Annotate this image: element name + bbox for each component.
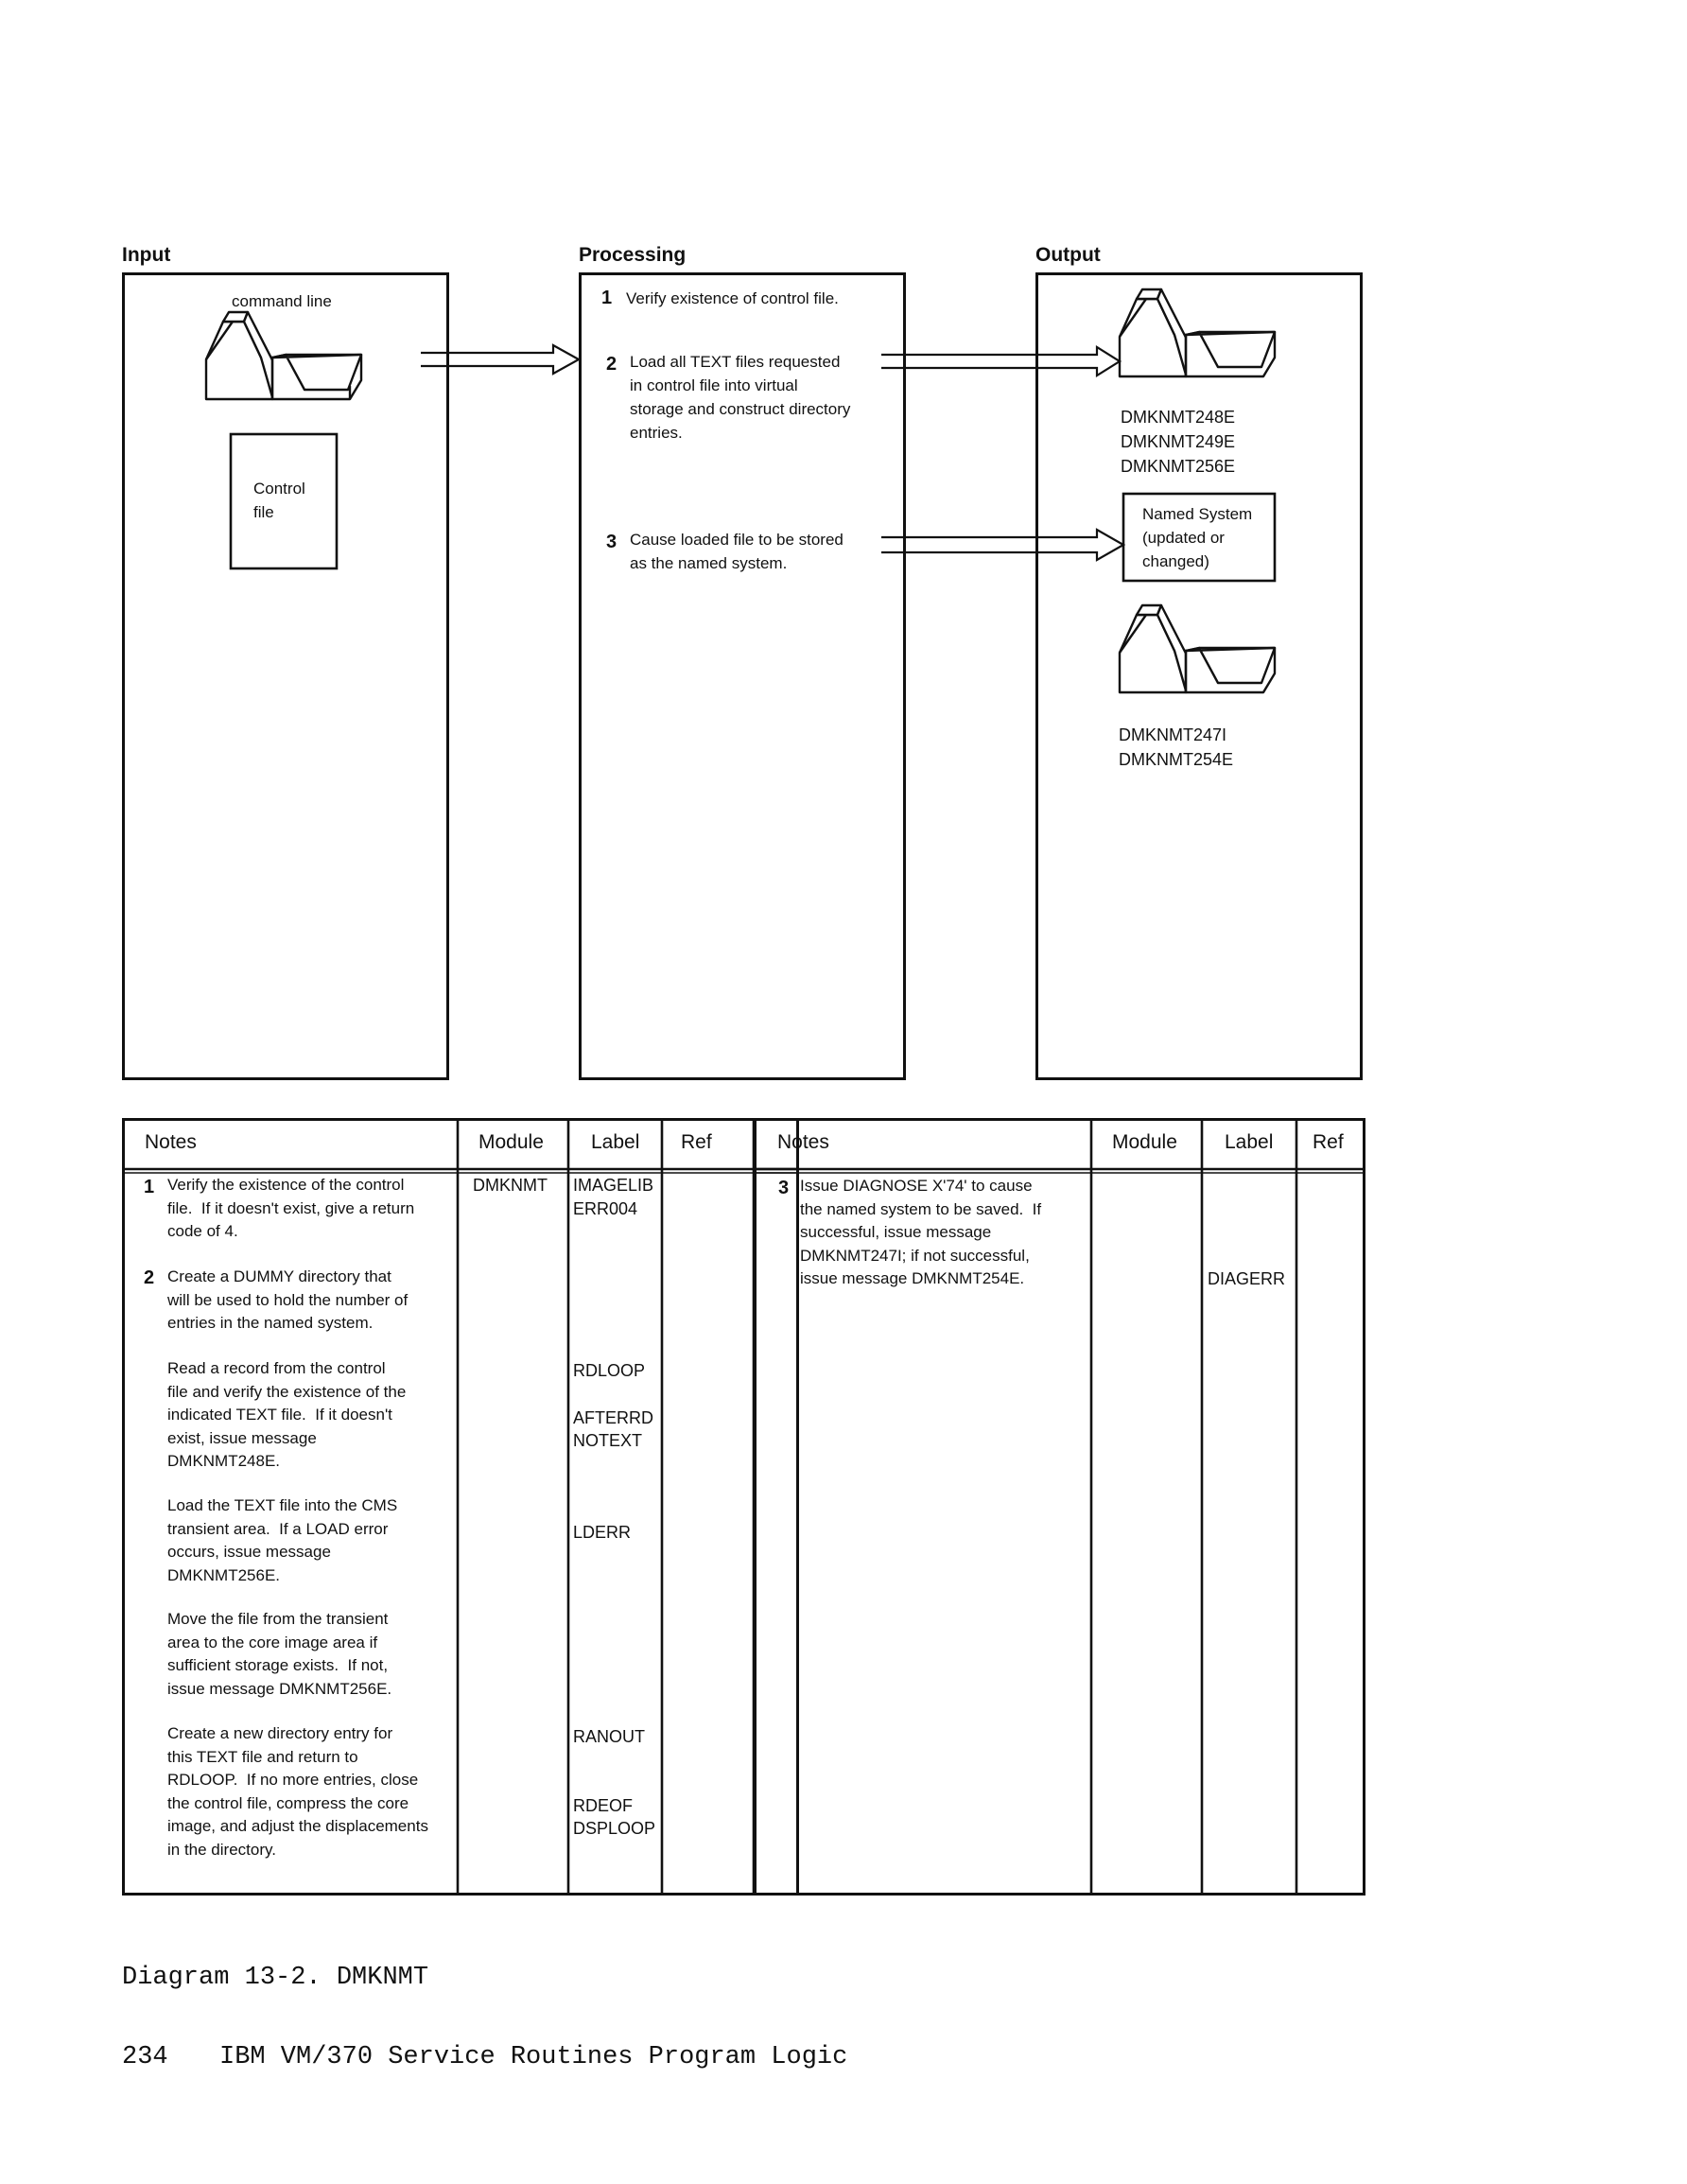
ref-header: Ref — [1313, 1131, 1344, 1153]
step-2-number: 2 — [606, 354, 617, 375]
note-number: 1 — [144, 1177, 155, 1197]
label-cell: ERR004 — [573, 1199, 638, 1218]
step-3-number: 3 — [606, 532, 617, 552]
note-text: Read a record from the control file and verify the existence of the indicated TEXT file. If it doesn't exist, issue message DMKNMT248E. — [167, 1359, 407, 1470]
module-cell: DMKNMT — [473, 1176, 548, 1195]
label-cell: DIAGERR — [1208, 1269, 1286, 1288]
note-text: Create a new directory entry for this TEXT file and return to RDLOOP. If no more entries, close the control file, compress the core image, and adjust the displacements in the directory. — [167, 1724, 428, 1859]
label-header: Label — [1225, 1131, 1274, 1153]
diagram-caption: Diagram 13-2. DMKNMT — [122, 1964, 429, 1992]
label-cell: LDERR — [573, 1523, 632, 1542]
output-message: DMKNMT248E — [1121, 408, 1236, 427]
step-1-text: Verify existence of control file. — [626, 289, 839, 307]
control-file-label-1: Control — [253, 480, 305, 498]
named-system-line-3: changed) — [1142, 552, 1209, 570]
notes-header: Notes — [777, 1131, 829, 1153]
processing-title: Processing — [579, 244, 687, 266]
notes-header: Notes — [145, 1131, 197, 1153]
output-message: DMKNMT254E — [1119, 750, 1234, 769]
note-text: Verify the existence of the control file. If it doesn't exist, give a return code of 4. — [167, 1176, 415, 1240]
step-1-number: 1 — [601, 288, 613, 308]
label-cell: IMAGELIB — [573, 1176, 654, 1195]
page-number: 234 — [122, 2043, 168, 2071]
note-text: Move the file from the transient area to the core image area if sufficient storage exists. If not, issue message DMKNMT256E. — [167, 1610, 392, 1698]
output-message: DMKNMT247I — [1119, 725, 1227, 744]
label-cell: AFTERRD — [573, 1408, 653, 1427]
command-line-label: command line — [232, 292, 332, 310]
label-cell: RDEOF — [573, 1796, 633, 1815]
label-cell: NOTEXT — [573, 1431, 643, 1450]
step-3-text: Cause loaded file to be stored as the named system. — [630, 531, 844, 572]
output-message: DMKNMT256E — [1121, 457, 1236, 476]
label-cell: RANOUT — [573, 1727, 645, 1746]
control-file-label-2: file — [253, 503, 274, 521]
ref-header: Ref — [681, 1131, 712, 1153]
label-cell: RDLOOP — [573, 1361, 646, 1380]
label-header: Label — [591, 1131, 640, 1153]
output-title: Output — [1035, 244, 1101, 266]
label-cell: DSPLOOP — [573, 1819, 656, 1838]
step-2-text: Load all TEXT files requested in control file into virtual storage and construct directory entries. — [630, 353, 851, 442]
footer-title: IBM VM/370 Service Routines Program Logic — [219, 2043, 848, 2071]
output-message: DMKNMT249E — [1121, 432, 1236, 451]
note-number: 2 — [144, 1267, 155, 1288]
named-system-line-2: (updated or — [1142, 529, 1225, 547]
note-text: Create a DUMMY directory that will be used to hold the number of entries in the named system. — [167, 1267, 409, 1332]
module-header: Module — [478, 1131, 544, 1153]
input-title: Input — [122, 244, 171, 266]
module-header: Module — [1112, 1131, 1177, 1153]
note-text: Issue DIAGNOSE X'74' to cause the named system to be saved. If successful, issue message DMKNMT247I; if not successful, issue message DMKNMT254E. — [800, 1177, 1042, 1287]
note-text: Load the TEXT file into the CMS transient area. If a LOAD error occurs, issue message DMKNMT256E. — [167, 1496, 398, 1584]
named-system-line-1: Named System — [1142, 505, 1253, 523]
note-number: 3 — [778, 1178, 790, 1198]
